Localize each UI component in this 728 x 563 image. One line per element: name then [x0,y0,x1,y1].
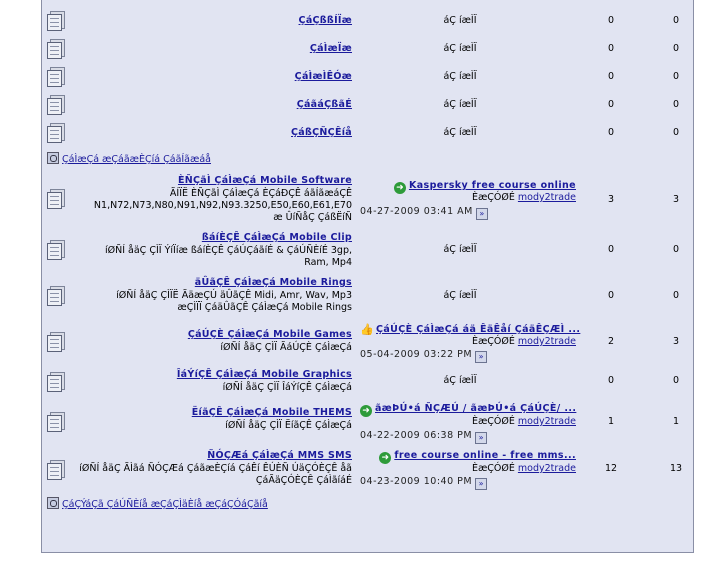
category-header[interactable] [47,152,211,166]
thread-count: 0 [607,15,615,26]
thread-count: 12 [604,463,618,474]
thread-count: 0 [607,244,615,255]
post-count: 3 [672,336,680,347]
forum-title-link[interactable]: ÇáÇßßÍÏæ [298,15,352,26]
last-post-none: áÇ íæÌÏ [443,127,477,138]
forum-folder-icon [47,332,65,351]
by-label: ÈæÇÓØÉ [471,416,515,427]
forum-description: íØÑÍ åäÇ ÃÌãá ÑÓÇÆá ÇáãæÈÇíá ÇáÊí ÊÚÈÑ ÚäÇÓÈÇÊ åã [79,463,352,474]
category-link[interactable]: ÇáÌæÇá æÇáãæÈÇíá ÇáãÍãæáå [62,154,211,165]
last-post-title-link[interactable]: ÇáÚÇÈ ÇáÌæÇá áä ÊäÊåí ÇáäÊÇÆÌ ... [376,324,581,335]
last-poster-link[interactable]: mody2trade [517,192,576,203]
forum-row[interactable] [42,228,693,270]
forum-title-link[interactable]: ÇáÌæÌÊÓæ [294,71,352,82]
last-post-none: áÇ íæÌÏ [443,15,477,26]
forum-folder-icon [47,372,65,391]
forum-description: Ram, Mp4 [304,257,352,268]
forum-description: íØÑÍ åäÇ ÇÌÏË ÃäæÇÚ äÛãÇÊ Midi, Amr, Wav, Mp3 [116,290,352,301]
post-count: 0 [672,375,680,386]
forum-row[interactable] [42,448,693,490]
thread-count: 0 [607,127,615,138]
green-arrow-icon: ➜ [360,405,372,417]
last-post-date: 05-04-2009 03:22 PM [360,349,473,360]
green-arrow-icon: ➜ [394,182,406,194]
forum-title-link[interactable]: äÛãÇÊ ÇáÌæÇá Mobile Rings [194,277,352,288]
post-count: 3 [672,194,680,205]
last-post-title-link[interactable]: ãæÞÚ•á ÑÇÆÚ / ãæÞÚ•á ÇáÚÇÈ/ ... [375,403,577,414]
post-count: 13 [669,463,683,474]
last-post-none: áÇ íæÌÏ [443,71,477,82]
thread-count: 0 [607,290,615,301]
forum-title-link[interactable]: ÇáßÇÑÇÊíå [291,127,352,138]
thread-count: 1 [607,416,615,427]
forum-description: N1,N72,N73,N80,N91,N92,N93.3250,E50,E60,E61,E70 [93,200,352,211]
go-to-last-post-icon[interactable]: » [475,478,487,490]
last-post-none: áÇ íæÌÏ [443,43,477,54]
forum-folder-icon [47,412,65,431]
last-poster-link[interactable]: mody2trade [517,463,576,474]
last-post-date: 04-23-2009 10:40 PM [360,476,473,487]
post-count: 0 [672,43,680,54]
post-count: 0 [672,290,680,301]
forum-row[interactable] [42,118,693,146]
post-count: 1 [672,416,680,427]
last-post-none: áÇ íæÌÏ [443,99,477,110]
forum-description: íØÑÍ åäÇ ÇÌÏ ÃáÚÇÈ ÇáÌæÇá [220,342,352,353]
forum-folder-icon [47,39,65,58]
forum-row[interactable] [42,62,693,90]
last-post-date: 04-27-2009 03:41 AM [360,206,473,217]
forum-row[interactable] [42,320,693,364]
forum-folder-icon [47,95,65,114]
category-link[interactable]: ÇáÇÝáÇã ÇáÚÑÈíå æÇáÇÌäÈíå æÇáÇÓáÇãíå [62,499,268,510]
forum-description: íØÑÍ åäÇ ÇÌÏ ÎáÝíÇÊ ÇáÌæÇá [222,382,352,393]
post-count: 0 [672,15,680,26]
forum-row[interactable] [42,34,693,62]
forum-title-link[interactable]: ÇáãáÇßãÉ [296,99,352,110]
forum-description: íØÑÍ åäÇ ÇÌÏ ÝíÏíæ ßáíÈÇÊ ÇáÚÇáãíÉ & ÇáÚÑÈíÉ 3gp, [104,245,352,256]
forum-row[interactable] [42,172,693,222]
forum-folder-icon [47,11,65,30]
last-post-title-link[interactable]: free course online - free mms... [394,450,576,461]
forum-title-link[interactable]: ËíãÇÊ ÇáÌæÇá Mobile THEMS [191,407,352,418]
forum-row[interactable] [42,6,693,34]
forum-description: æÇÌÏÏ ÇáäÛãÇÊ ÇáÌæÇá Mobile Rings [177,302,352,313]
thread-count: 0 [607,99,615,110]
forum-description: íØÑÍ åäÇ ÇÌÏ ËíãÇÊ ÇáÌæÇá [225,420,352,431]
forum-row[interactable] [42,366,693,398]
category-icon [47,497,59,509]
last-post-none: áÇ íæÌÏ [443,290,477,301]
go-to-last-post-icon[interactable]: » [476,208,488,220]
forum-description: ÃÍÏË ÈÑÇãÌ ÇáÌæÇá ÈÇáÐÇÊ áãÍãæáÇÊ [169,188,352,199]
forum-folder-icon [47,189,65,208]
forum-description: ÇáÃäÇÓÈÇÊ ÇáÌãíáÉ [255,475,352,486]
forum-folder-icon [47,460,65,479]
category-header[interactable] [47,497,268,511]
forum-title-link[interactable]: ÈÑÇãÌ ÇáÌæÇá Mobile Software [177,175,352,186]
by-label: ÈæÇÓØÉ [471,463,515,474]
post-count: 0 [672,99,680,110]
forum-title-link[interactable]: ÇáÌæÏæ [309,43,352,54]
thread-count: 3 [607,194,615,205]
forum-row[interactable] [42,402,693,444]
last-poster-link[interactable]: mody2trade [517,416,576,427]
thread-count: 2 [607,336,615,347]
forum-folder-icon [47,123,65,142]
forum-row[interactable] [42,90,693,118]
thumbs-up-icon: 👍 [360,323,374,336]
thread-count: 0 [607,375,615,386]
forum-title-link[interactable]: ÑÓÇÆá ÇáÌæÇá MMS SMS [207,450,352,461]
by-label: ÈæÇÓØÉ [471,192,515,203]
forum-title-link[interactable]: ÎáÝíÇÊ ÇáÌæÇá Mobile Graphics [176,369,352,380]
by-label: ÈæÇÓØÉ [471,336,515,347]
forum-row[interactable] [42,274,693,316]
go-to-last-post-icon[interactable]: » [475,351,487,363]
forum-title-link[interactable]: ßáíÈÇÊ ÇáÌæÇá Mobile Clip [201,232,352,243]
category-icon [47,152,59,164]
forum-folder-icon [47,240,65,259]
thread-count: 0 [607,71,615,82]
last-poster-link[interactable]: mody2trade [517,336,576,347]
post-count: 0 [672,127,680,138]
last-post-none: áÇ íæÌÏ [443,244,477,255]
post-count: 0 [672,71,680,82]
last-post-date: 04-22-2009 06:38 PM [360,430,473,441]
last-post-none: áÇ íæÌÏ [443,375,477,386]
post-count: 0 [672,244,680,255]
go-to-last-post-icon[interactable]: » [475,432,487,444]
forum-folder-icon [47,286,65,305]
forum-list-panel [41,0,694,553]
last-post-title-link[interactable]: Kaspersky free course online [408,180,576,191]
forum-folder-icon [47,67,65,86]
green-arrow-icon: ➜ [379,452,391,464]
thread-count: 0 [607,43,615,54]
forum-description: æ ÛíÑåÇ ÇáßËíÑ [273,212,352,223]
forum-title-link[interactable]: ÇáÚÇÈ ÇáÌæÇá Mobile Games [187,329,352,340]
